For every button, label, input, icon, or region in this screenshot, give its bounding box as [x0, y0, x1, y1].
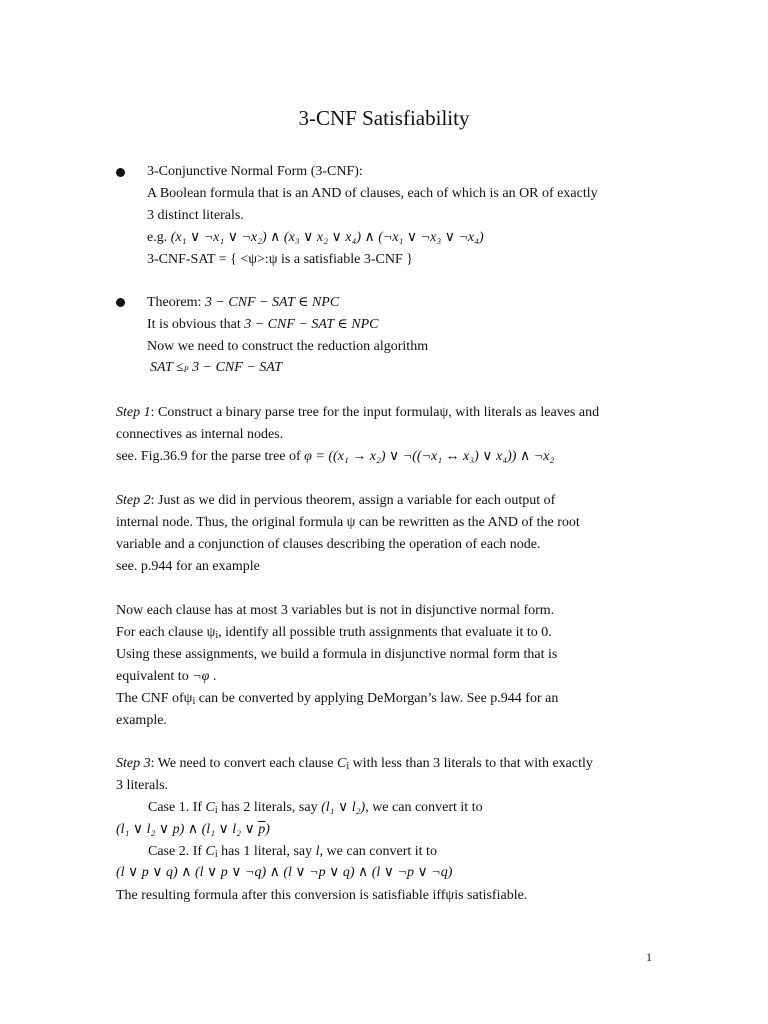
case1-c: , we can convert it to [365, 800, 483, 815]
step2-line2: internal node. Thus, the original formula ψ can be rewritten as the AND of the root [116, 515, 580, 530]
b1-definition: 3-CNF-SAT = { <ψ>:ψ is a satisfiable 3-CNF } [147, 252, 413, 267]
case1-formula: (l₁ ∨ l₂) [321, 800, 366, 815]
para-l2sub: i [215, 630, 219, 641]
para-line5 [116, 688, 558, 710]
reduction-right: 3 − CNF − SAT [192, 360, 283, 375]
case1-result [116, 819, 270, 841]
step1-line1 [116, 402, 599, 424]
para-l4f: ¬φ [192, 669, 210, 684]
step1-formula: φ = ((x₁ → x₂) ∨ ¬((¬x₁ ↔ x₃) ∨ x₄)) ∧ ¬x₂ [304, 449, 555, 464]
para-line2 [116, 622, 552, 644]
step2-label: Step 2 [116, 493, 151, 508]
b1-line2: 3 distinct literals. [147, 208, 244, 223]
case2-line [148, 841, 437, 863]
step1-label: Step 1 [116, 405, 151, 420]
page-number: 1 [646, 950, 652, 964]
case2-ci-sub: i [214, 849, 218, 860]
case1-line [148, 797, 483, 819]
case2-a: Case 2. If [148, 844, 206, 859]
b2-reduction [150, 357, 282, 379]
page-title: 3-CNF Satisfiability [298, 106, 470, 130]
b2-need: Now we need to construct the reduction algorithm [147, 339, 429, 354]
para-l4b: . [212, 669, 217, 684]
step1-line3 [116, 446, 554, 468]
theorem-label: Theorem: [147, 295, 202, 310]
para-line6: example. [116, 713, 167, 728]
case1-ci: C [205, 800, 215, 815]
b1-heading: 3-Conjunctive Normal Form (3-CNF): [147, 164, 363, 179]
para-line1: Now each clause has at most 3 variables but is not in disjunctive normal form. [116, 603, 555, 618]
step3-ci-sub: i [346, 761, 350, 772]
eg-label: e.g. [147, 230, 168, 245]
reduction-sub: P [183, 365, 189, 374]
step2-line3: variable and a conjunction of clauses describing the operation of each node. [116, 537, 541, 552]
b2-obvious [147, 314, 379, 336]
b1-line1: A Boolean formula that is an AND of clauses, each of which is an OR of exactly [147, 186, 598, 201]
para-line4 [116, 666, 216, 688]
case1-a: Case 1. If [148, 800, 206, 815]
step3-line2: 3 literals. [116, 778, 169, 793]
para-l4a: equivalent to [116, 669, 189, 684]
step3-t1b: with less than 3 literals to that with exactly [349, 756, 593, 771]
step3-final: The resulting formula after this conversion is satisfiable iffψis satisfiable. [116, 888, 528, 903]
para-line3: Using these assignments, we build a formula in disjunctive normal form that is [116, 647, 558, 662]
obvious-formula: 3 − CNF − SAT ∈ NPC [244, 317, 379, 332]
case1-result-b: ) [265, 822, 270, 837]
case2-l: l [315, 844, 320, 859]
reduction-left: SAT ≤ [150, 360, 184, 375]
step3-label: Step 3 [116, 756, 151, 771]
case2-b: has 1 literal, say [217, 844, 316, 859]
para-l5sub: i [192, 696, 196, 707]
step3-ci: C [336, 756, 347, 771]
step1-line2: connectives as internal nodes. [116, 427, 284, 442]
case2-c: , we can convert it to [319, 844, 437, 859]
para-l5b: can be converted by applying DeMorgan’s law. See p.944 for an [195, 691, 559, 706]
bullet-icon [116, 168, 125, 177]
case1-result-a: (l₁ ∨ l₂ ∨ p) ∧ (l₁ ∨ l₂ ∨ [116, 822, 259, 837]
para-l2a: For each clause ψ [116, 625, 216, 640]
step1-text1: : Construct a binary parse tree for the input formulaψ, with literals as leaves and [150, 405, 600, 420]
case1-b: has 2 literals, say [217, 800, 318, 815]
step2-line4: see. p.944 for an example [116, 559, 260, 574]
case2-ci: C [205, 844, 215, 859]
case1-ci-sub: i [214, 805, 218, 816]
step1-text3: see. Fig.36.9 for the parse tree of [116, 449, 301, 464]
case2-result: (l ∨ p ∨ q) ∧ (l ∨ p ∨ ¬q) ∧ (l ∨ ¬p ∨ q) ∧ (l ∨ ¬p ∨ ¬q) [116, 865, 453, 880]
theorem-formula: 3 − CNF − SAT ∈ NPC [204, 295, 340, 310]
step3-t1a: : We need to convert each clause [150, 756, 337, 771]
eg-formula: (x₁ ∨ ¬x₁ ∨ ¬x₂) ∧ (x₃ ∨ x₂ ∨ x₄) ∧ (¬x₁ ∨ ¬x₃ ∨ ¬x₄) [170, 230, 484, 245]
para-l5a: The CNF ofψ [116, 691, 193, 706]
step2-line1 [116, 490, 555, 512]
b2-theorem [147, 292, 339, 314]
bullet-icon [116, 298, 125, 307]
case1-result-p: $\overline{p}$ [258, 822, 266, 837]
obvious-text: It is obvious that [147, 317, 241, 332]
b1-example [147, 227, 484, 249]
para-l2b: , identify all possible truth assignments that evaluate it to 0. [218, 625, 552, 640]
step2-text1: : Just as we did in pervious theorem, assign a variable for each output of [150, 493, 556, 508]
step3-line1 [116, 753, 593, 775]
